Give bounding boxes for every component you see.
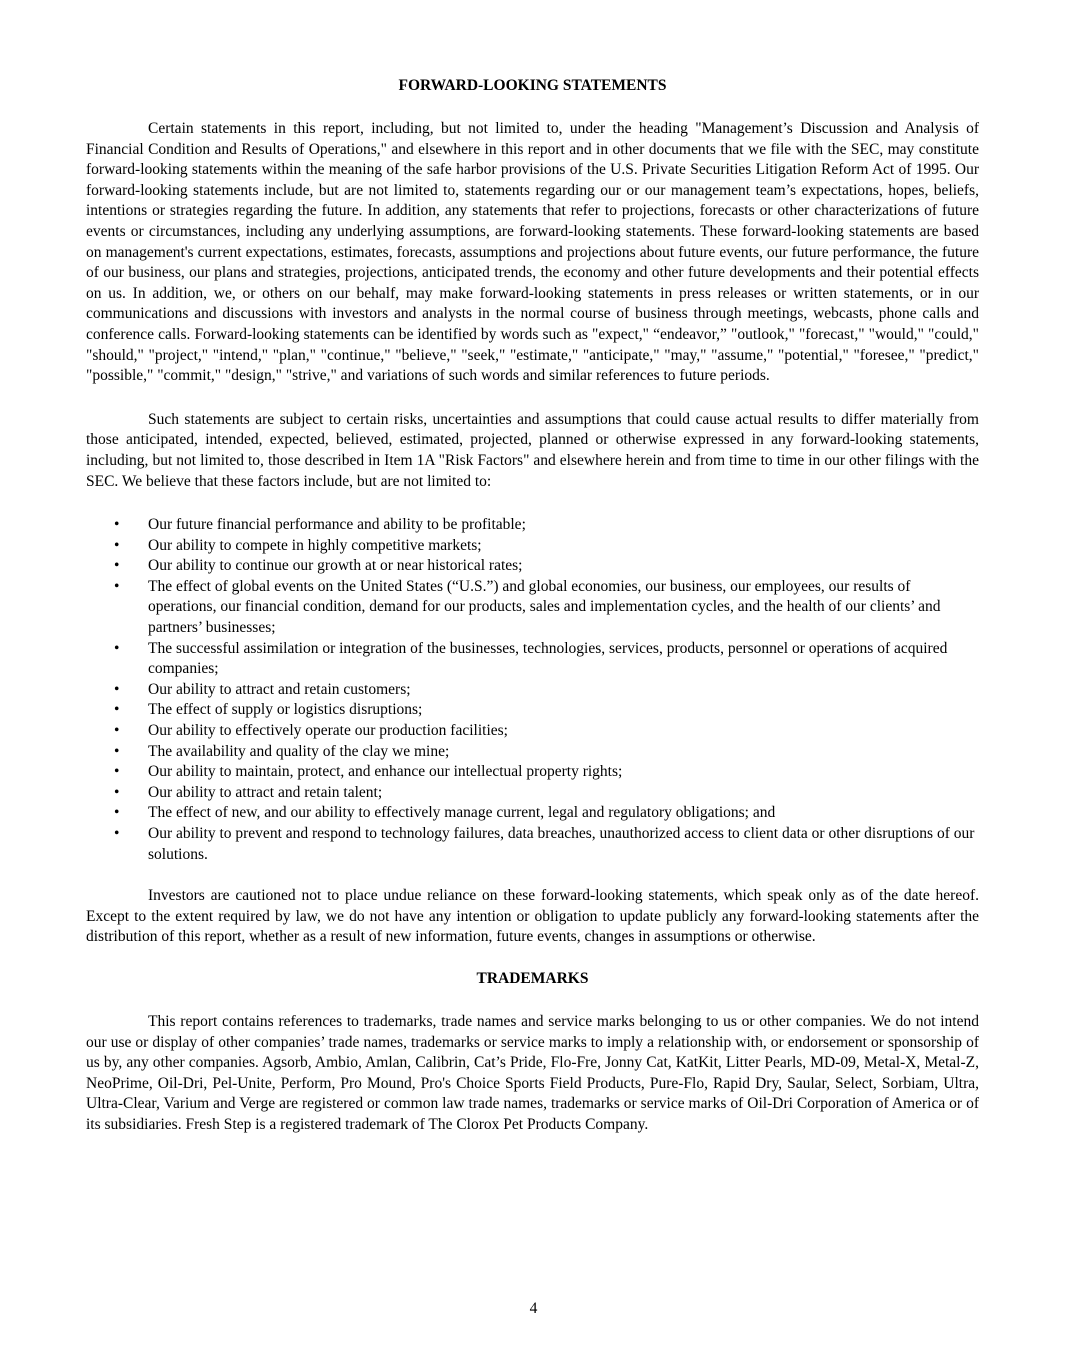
list-item-text: Our ability to maintain, protect, and enhance our intellectual property rights; xyxy=(148,763,623,781)
trademarks-paragraph: This report contains references to trademarks, trade names and service marks belonging to us or other companies. We do not intend our use or display of other companies’ trade names, trademarks or service marks to imply a relationship with, or endorsement or sponsorship of us by, any other companies. Agsorb, Ambio, Amlan, Calibrin, Cat’s Pride, Flo-Fre, Jonny Cat, KatKit, Litter Pearls, MD-09, Metal-X, Metal-Z, NeoPrime, Oil-Dri, Pel-Unite, Perform, Pro Mound, Pro's Choice Sports Field Products, Pure-Flo, Rapid Dry, Saular, Select, Sorbiam, Ultra, Ultra-Clear, Varium and Verge are registered or common law trade names, trademarks or service marks of Oil-Dri Corporation of America or of its subsidiaries. Fresh Step is a registered trademark of The Clorox Pet Products Company. xyxy=(86,1012,979,1133)
list-item xyxy=(86,680,979,701)
list-item-text: Our ability to attract and retain talent; xyxy=(148,783,383,801)
forward-looking-paragraph-1: Certain statements in this report, including, but not limited to, under the heading "Management’s Discussion and Analysis of Financial Condition and Results of Operations," and elsewhere in this report and in other documents that we file with the SEC, may constitute forward-looking statements within the meaning of the safe harbor provisions of the U.S. Private Securities Litigation Reform Act of 1995. Our forward-looking statements include, but are not limited to, statements regarding our or our management team’s expectations, hopes, beliefs, intentions or strategies regarding the future. In addition, any statements that refer to projections, forecasts or other characterizations of future events or circumstances, including any underlying assumptions, are forward-looking statements. These forward-looking statements are based on management's current expectations, estimates, forecasts, assumptions and projections about future events, our future performance, the future of our business, our plans and strategies, projections, anticipated trends, the economy and other future developments and their potential effects on us. In addition, we, or others on our behalf, may make forward-looking statements in press releases or written statements, or in our communications and discussions with investors and analysts in the normal course of business through meetings, webcasts, phone calls and conference calls. Forward-looking statements can be identified by words such as "expect," “endeavor,” "outlook," "forecast," "would," "could," "should," "project," "intend," "plan," "continue," "believe," "seek," "estimate," "anticipate," "may," "assume," "potential," "foresee," "predict," "possible," "commit," "design," "strive," and variations of such words and similar references to future periods. xyxy=(86,120,979,385)
trademarks-heading: TRADEMARKS xyxy=(476,969,589,987)
list-item-text: The effect of supply or logistics disruptions; xyxy=(148,701,423,719)
list-item-text: The effect of global events on the United States (“U.S.”) and global economies, our business, our employees, our results of operations, our financial condition, demand for our products, sales and implementation cycles, and the health of our clients’ and partners’ businesses; xyxy=(148,577,941,637)
bullet-icon: • xyxy=(114,825,120,842)
bullet-icon: • xyxy=(114,516,120,534)
bullet-icon: • xyxy=(114,536,120,554)
list-item xyxy=(86,742,979,763)
list-item-text: Our ability to compete in highly competitive markets; xyxy=(148,536,482,554)
list-item-text: Our future financial performance and ability to be profitable; xyxy=(148,516,526,534)
forward-looking-paragraph-3: Investors are cautioned not to place undue reliance on these forward-looking statements, which speak only as of the date hereof. Except to the extent required by law, we do not have any intention or obligation to update publicly any forward-looking statements after the distribution of this report, whether as a result of new information, future events, changes in assumptions or otherwise. xyxy=(86,887,979,946)
list-item xyxy=(86,824,979,865)
bullet-icon: • xyxy=(114,680,120,698)
forward-looking-heading: FORWARD-LOOKING STATEMENTS xyxy=(398,77,667,94)
page-number: 4 xyxy=(529,1300,538,1317)
list-item-text: Our ability to prevent and respond to technology failures, data breaches, unauthorized access to client data or other disruptions of our solutions. xyxy=(148,825,975,863)
list-item xyxy=(86,577,979,639)
bullet-icon: • xyxy=(114,557,120,575)
document-page xyxy=(86,76,979,1136)
list-item xyxy=(86,536,979,557)
list-item xyxy=(86,639,979,680)
list-item xyxy=(86,700,979,721)
forward-looking-paragraph-2: Such statements are subject to certain risks, uncertainties and assumptions that could cause actual results to differ materially from those anticipated, intended, expected, believed, estimated, projected, planned or otherwise expressed in any forward-looking statements, including, but not limited to, those described in Item 1A "Risk Factors" and elsewhere herein and from time to time in our other filings with the SEC. We believe that these factors include, but are not limited to: xyxy=(86,410,979,490)
list-item-text: The effect of new, and our ability to effectively manage current, legal and regulatory obligations; and xyxy=(148,804,776,822)
risk-factor-list xyxy=(86,515,979,865)
list-item xyxy=(86,803,979,824)
list-item xyxy=(86,721,979,742)
bullet-icon: • xyxy=(114,577,120,595)
list-item-text: The availability and quality of the clay we mine; xyxy=(148,742,450,760)
bullet-icon: • xyxy=(114,701,120,719)
list-item xyxy=(86,515,979,536)
list-item xyxy=(86,556,979,577)
bullet-icon: • xyxy=(114,722,120,740)
bullet-icon: • xyxy=(114,804,120,822)
bullet-icon: • xyxy=(114,783,120,801)
bullet-icon: • xyxy=(114,742,120,760)
list-item-text: Our ability to effectively operate our production facilities; xyxy=(148,722,508,740)
list-item xyxy=(86,783,979,804)
bullet-icon: • xyxy=(114,639,120,657)
bullet-icon: • xyxy=(114,763,120,781)
list-item-text: Our ability to continue our growth at or near historical rates; xyxy=(148,557,523,575)
list-item xyxy=(86,762,979,783)
list-item-text: The successful assimilation or integration of the businesses, technologies, services, products, personnel or operations of acquired companies; xyxy=(148,639,948,678)
list-item-text: Our ability to attract and retain customers; xyxy=(148,680,411,698)
